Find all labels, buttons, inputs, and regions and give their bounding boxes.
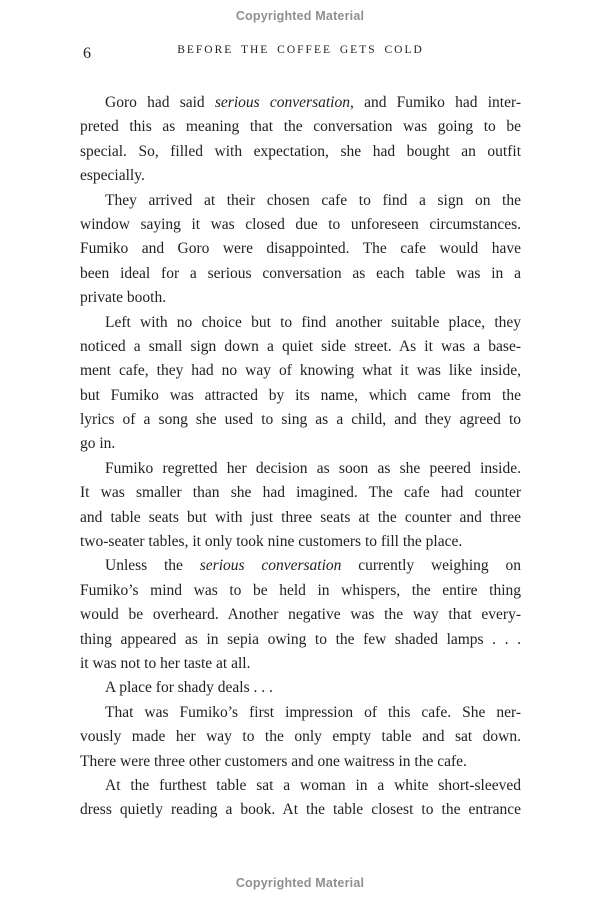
text-line: A place for shady deals . . . bbox=[105, 679, 273, 697]
text-line: There were three other customers and one waitress in the cafe. bbox=[80, 752, 467, 770]
text-line: special. So, filled with expectation, she had bought an outfit bbox=[80, 142, 521, 160]
text-line: Left with no choice but to find another suitable place, they bbox=[105, 313, 521, 331]
text-line: Fumiko and Goro were disappointed. The cafe would have bbox=[80, 240, 521, 258]
text-line: They arrived at their chosen cafe to find a sign on the bbox=[105, 191, 521, 209]
text-line: and table seats but with just three seats at the counter and three bbox=[80, 508, 521, 526]
text-line: but Fumiko was attracted by its name, which came from the bbox=[80, 386, 521, 404]
text-line: go in. bbox=[80, 435, 116, 453]
text-line: been ideal for a serious conversation as each table was in a bbox=[80, 264, 521, 282]
text-line: vously made her way to the only empty table and sat down. bbox=[80, 728, 521, 746]
paragraph bbox=[80, 774, 521, 823]
text-line: Fumiko regretted her decision as soon as she peered inside. bbox=[105, 459, 521, 477]
text-line: window saying it was closed due to unforeseen circumstances. bbox=[80, 215, 521, 233]
text-line: Goro had said serious conversation, and Fumiko had inter- bbox=[105, 94, 521, 111]
text-line: thing appeared as in sepia owing to the few shaded lamps . . . bbox=[80, 630, 521, 648]
paragraph bbox=[80, 457, 521, 555]
paragraph bbox=[80, 91, 521, 189]
page-number: 6 bbox=[83, 45, 91, 62]
page-header bbox=[80, 44, 521, 64]
text-line: That was Fumiko’s first impression of this cafe. She ner- bbox=[105, 703, 521, 721]
text-line: lyrics of a song she used to sing as a child, and they agreed to bbox=[80, 411, 521, 429]
paragraph bbox=[80, 554, 521, 676]
text-line: Unless the serious conversation currently weighing on bbox=[105, 557, 521, 575]
paragraph bbox=[80, 189, 521, 311]
copyright-notice-top: Copyrighted Material bbox=[235, 9, 365, 23]
copyright-notice-bottom: Copyrighted Material bbox=[235, 876, 365, 890]
text-line: At the furthest table sat a woman in a white short-sleeved bbox=[105, 776, 521, 794]
paragraph bbox=[80, 311, 521, 457]
text-line: preted this as meaning that the conversation was going to be bbox=[80, 118, 521, 136]
text-line: Fumiko’s mind was to be held in whispers, the entire thing bbox=[80, 581, 521, 599]
text-line: especially. bbox=[80, 167, 145, 185]
text-line: two-seater tables, it only took nine customers to fill the place. bbox=[80, 533, 463, 551]
running-title: BEFORE THE COFFEE GETS COLD bbox=[177, 44, 424, 56]
text-line: would be overheard. Another negative was the way that every- bbox=[80, 606, 521, 624]
text-line: It was smaller than she had imagined. The cafe had counter bbox=[80, 484, 521, 502]
paragraph bbox=[80, 676, 521, 700]
page-body bbox=[80, 91, 521, 823]
paragraph bbox=[80, 701, 521, 774]
text-line: dress quietly reading a book. At the table closest to the entrance bbox=[80, 801, 521, 819]
text-line: it was not to her taste at all. bbox=[80, 654, 251, 672]
text-line: private booth. bbox=[80, 289, 167, 307]
text-line: noticed a small sign down a quiet side street. As it was a base- bbox=[80, 337, 521, 355]
text-line: ment cafe, they had no way of knowing what it was like inside, bbox=[80, 362, 521, 380]
